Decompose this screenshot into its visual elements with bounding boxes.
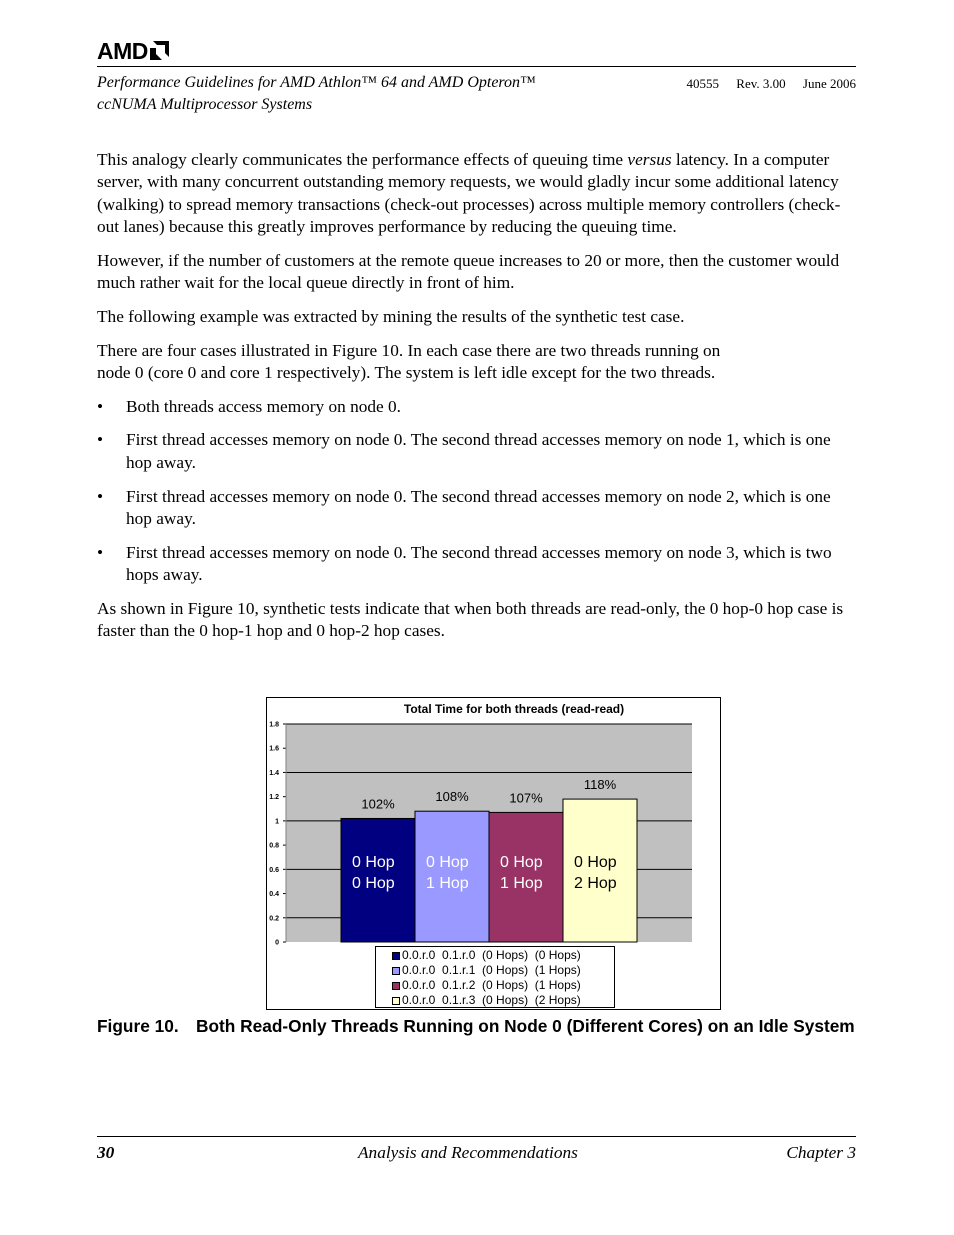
chart-figure: [266, 697, 721, 1010]
footer-section: Analysis and Recommendations: [358, 1143, 578, 1162]
legend-entry: 0.0.r.0 0.1.r.0 (0 Hops) (0 Hops): [392, 948, 614, 963]
date: June 2006: [802, 76, 856, 91]
emphasis-versus: versus: [627, 150, 672, 169]
legend-swatch-3: [392, 997, 400, 1005]
legend-entry: 0.0.r.0 0.1.r.2 (0 Hops) (1 Hops): [392, 978, 614, 993]
list-item: • First thread accesses memory on node 0. The second thread accesses memory on node 3, which is two hops away.: [97, 542, 832, 584]
y-tick-label: 0.6: [269, 866, 279, 874]
bar-label-line1: 0 Hop: [500, 854, 543, 871]
paragraph-1: This analogy clearly communicates the performance effects of queuing time versus latency. In a computer server, with many concurrent outstanding memory requests, we would gladly incur some additional latency (walking) to spread memory transactions (check-out processes) across multiple memory controllers (check-out lanes) because this greatly improves performance by reducing the queuing time.: [97, 150, 841, 236]
y-tick-label: 1.6: [269, 745, 279, 753]
paragraph-3: The following example was extracted by mining the results of the synthetic test case.: [97, 306, 685, 326]
body-text: [97, 149, 857, 654]
bullet-list: [97, 396, 857, 587]
footer-chapter: Chapter 3: [786, 1143, 856, 1162]
chart-title: Total Time for both threads (read-read): [403, 702, 625, 716]
paragraph-5: As shown in Figure 10, synthetic tests indicate that when both threads are read-only, the 0 hop-0 hop case is faster than the 0 hop-1 hop and 0 hop-2 hop cases.: [97, 598, 844, 641]
page-number: 30: [97, 1143, 115, 1162]
header-meta: [687, 76, 856, 92]
bar-label-line2: 0 Hop: [352, 875, 395, 892]
list-item: • Both threads access memory on node 0.: [97, 396, 857, 418]
bullet-icon: •: [97, 396, 104, 416]
header-rule: [97, 66, 856, 67]
bullet-icon: •: [97, 486, 104, 506]
list-item: • First thread accesses memory on node 0. The second thread accesses memory on node 1, which is one hop away.: [97, 430, 831, 472]
legend-swatch-2: [392, 982, 400, 990]
footer-rule: [97, 1136, 856, 1137]
amd-logo: [97, 40, 169, 62]
bar-label-line1: 0 Hop: [426, 854, 469, 871]
bar-label-line2: 1 Hop: [500, 875, 543, 892]
data-label: 108%: [435, 789, 469, 805]
bar-label-line1: 0 Hop: [352, 854, 395, 871]
y-tick-label: 0.4: [269, 891, 279, 899]
legend-swatch-1: [392, 967, 400, 975]
y-tick-label: 1.8: [269, 721, 279, 729]
data-label: 107%: [509, 790, 543, 806]
legend-entry: 0.0.r.0 0.1.r.1 (0 Hops) (1 Hops): [392, 963, 614, 978]
header-title-line2: ccNUMA Multiprocessor Systems: [97, 96, 313, 113]
y-tick-label: 1.4: [269, 769, 279, 777]
figure-number: Figure 10.: [97, 1016, 179, 1036]
y-tick-label: 1: [275, 818, 279, 826]
header-title: [97, 72, 536, 116]
chart-legend: [375, 946, 615, 1008]
y-tick-label: 0.8: [269, 842, 279, 850]
legend-entry: 0.0.r.0 0.1.r.3 (0 Hops) (2 Hops): [392, 993, 614, 1008]
bullet-icon: •: [97, 430, 104, 450]
amd-arrow-icon: [149, 41, 169, 61]
data-label: 102%: [361, 796, 395, 812]
revision: Rev. 3.00: [736, 76, 786, 91]
list-item: • First thread accesses memory on node 0. The second thread accesses memory on node 2, which is one hop away.: [97, 486, 831, 528]
bar-label-line1: 0 Hop: [574, 854, 617, 871]
legend-swatch-0: [392, 952, 400, 960]
y-tick-label: 1.2: [269, 794, 279, 802]
header-title-line1: Performance Guidelines for AMD Athlon™ 64 and AMD Opteron™: [97, 74, 536, 91]
doc-number: 40555: [686, 76, 720, 91]
bullet-icon: •: [97, 542, 104, 562]
figure-caption-text: Both Read-Only Threads Running on Node 0 (Different Cores) on an Idle System: [196, 1016, 855, 1036]
y-tick-label: 0: [275, 939, 279, 947]
bar-label-line2: 1 Hop: [426, 875, 469, 892]
logo-text: AMD: [97, 38, 148, 64]
paragraph-4: There are four cases illustrated in Figure 10. In each case there are two threads running on node 0 (core 0 and core 1 respectively). The system is left idle except for the two threads.: [97, 340, 721, 382]
page-footer: [97, 1143, 856, 1165]
paragraph-2: However, if the number of customers at the remote queue increases to 20 or more, then the customer would much rather wait for the local queue directly in front of him.: [97, 250, 840, 292]
bar-label-line2: 2 Hop: [574, 875, 617, 892]
y-tick-label: 0.2: [269, 915, 279, 923]
data-label: 118%: [583, 777, 617, 793]
